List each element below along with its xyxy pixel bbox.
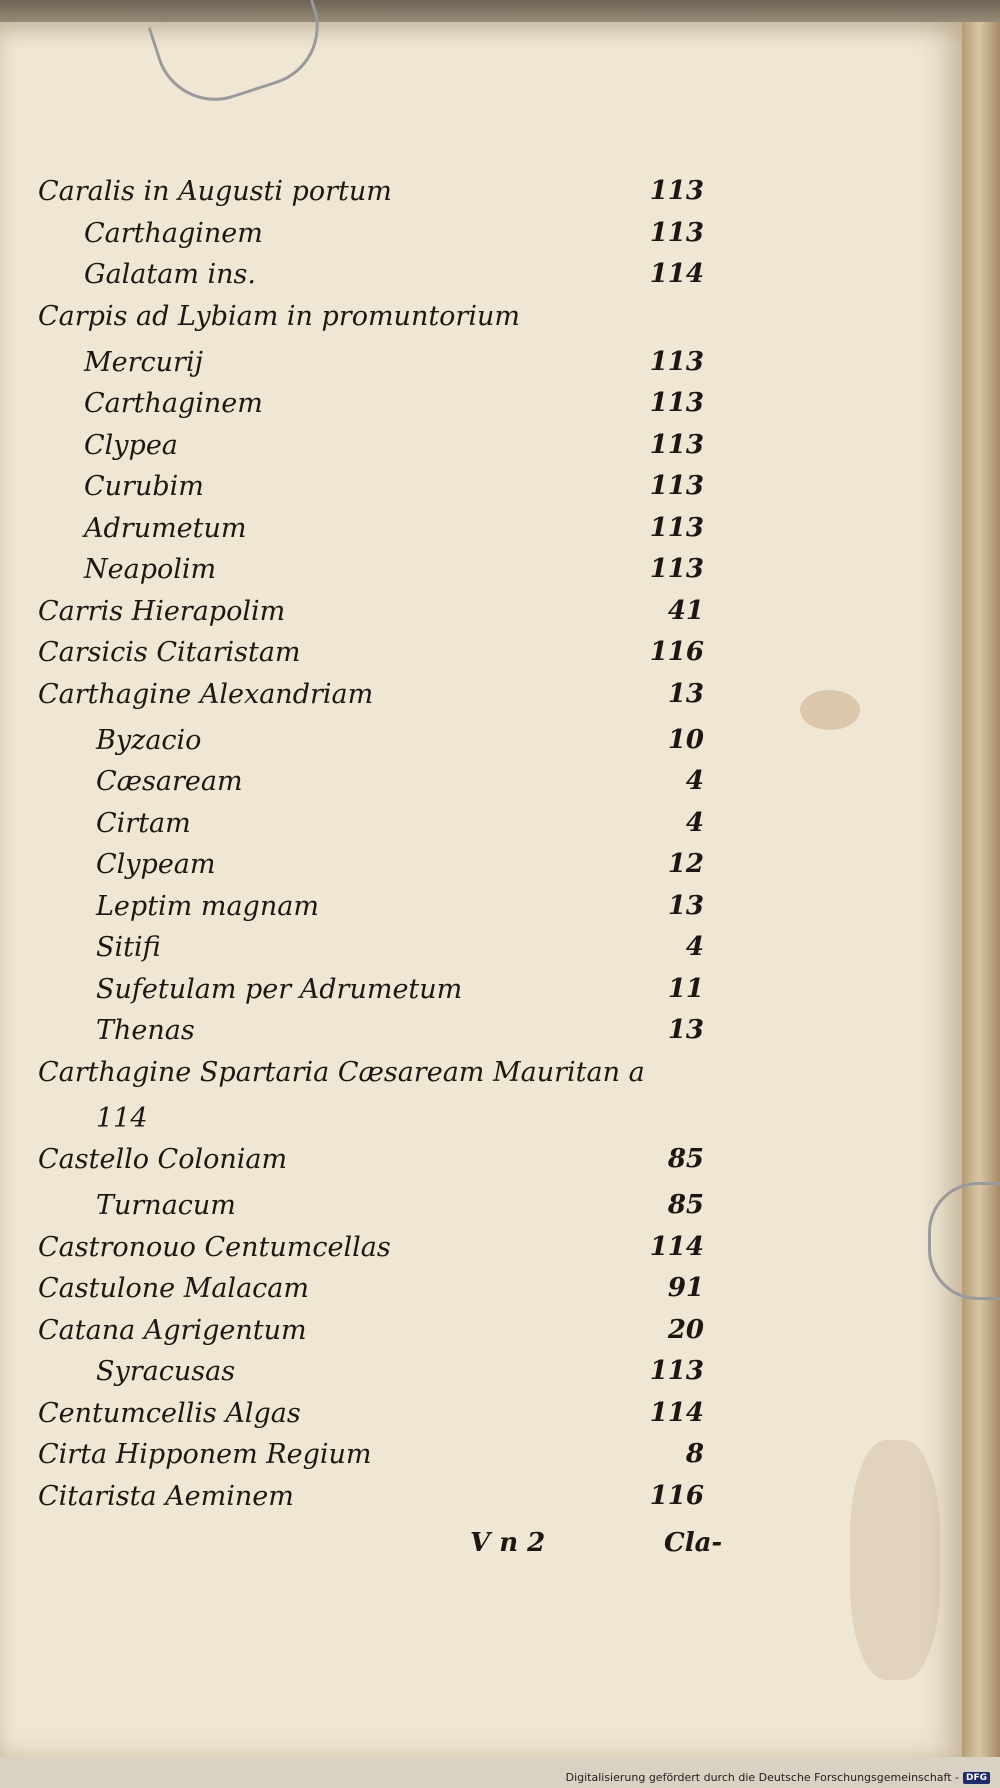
entry-label: Carthagine Spartaria Cæsaream Mauritan a bbox=[38, 1056, 645, 1088]
index-entry bbox=[0, 1481, 962, 1523]
credit-text: Digitalisierung gefördert durch die Deutsche Forschungsgemeinschaft - bbox=[565, 1771, 959, 1784]
index-entry bbox=[0, 1144, 962, 1190]
index-entry bbox=[0, 725, 962, 767]
entry-label: 114 bbox=[96, 1102, 148, 1134]
index-entry bbox=[0, 1103, 962, 1145]
entry-page-number: 41 bbox=[667, 595, 704, 626]
index-entry bbox=[0, 301, 962, 347]
index-entry bbox=[0, 766, 962, 808]
entry-page-number: 13 bbox=[667, 678, 704, 709]
index-list bbox=[0, 176, 962, 1522]
page-footer bbox=[0, 1528, 962, 1568]
entry-page-number: 12 bbox=[667, 849, 704, 879]
entry-label: Caralis in Augusti portum bbox=[38, 176, 392, 207]
entry-label: Carsicis Citaristam bbox=[38, 637, 301, 668]
index-entry bbox=[0, 347, 962, 389]
entry-label: Cæsaream bbox=[96, 766, 243, 797]
entry-page-number: 113 bbox=[649, 512, 704, 543]
page-edge bbox=[962, 22, 1000, 1757]
entry-label: Citarista Aeminem bbox=[38, 1480, 294, 1512]
entry-label: Carthaginem bbox=[84, 217, 263, 249]
index-entry bbox=[0, 1057, 962, 1103]
entry-page-number: 91 bbox=[667, 1273, 704, 1303]
entry-label: Castronouo Centumcellas bbox=[38, 1231, 391, 1263]
index-entry bbox=[0, 1273, 962, 1315]
entry-label: Byzacio bbox=[96, 724, 202, 756]
entry-page-number: 114 bbox=[649, 259, 704, 289]
index-entry bbox=[0, 849, 962, 891]
entry-label: Leptim magnam bbox=[96, 890, 319, 922]
entry-page-number: 113 bbox=[649, 217, 704, 248]
entry-page-number: 113 bbox=[649, 176, 704, 206]
entry-page-number: 114 bbox=[649, 1231, 704, 1262]
entry-label: Curubim bbox=[84, 471, 204, 502]
entry-page-number: 85 bbox=[667, 1190, 704, 1220]
entry-label: Clypea bbox=[84, 429, 178, 461]
index-entry bbox=[0, 259, 962, 301]
entry-label: Syracusas bbox=[96, 1356, 236, 1387]
index-entry bbox=[0, 430, 962, 472]
entry-page-number: 116 bbox=[649, 1480, 704, 1511]
entry-page-number: 11 bbox=[667, 973, 704, 1004]
entry-page-number: 114 bbox=[649, 1397, 704, 1428]
entry-label: Sitifi bbox=[96, 932, 161, 963]
entry-label: Carthaginem bbox=[84, 388, 263, 419]
entry-page-number: 4 bbox=[685, 807, 704, 838]
entry-label: Cirtam bbox=[96, 807, 191, 839]
index-entry bbox=[0, 1356, 962, 1398]
entry-page-number: 13 bbox=[667, 1015, 704, 1045]
index-entry bbox=[0, 554, 962, 596]
entry-page-number: 8 bbox=[685, 1439, 704, 1469]
index-entry bbox=[0, 1315, 962, 1357]
index-entry bbox=[0, 808, 962, 850]
index-entry bbox=[0, 1015, 962, 1057]
index-entry bbox=[0, 176, 962, 218]
index-entry bbox=[0, 679, 962, 725]
digitization-credit bbox=[566, 1771, 990, 1784]
entry-label: Sufetulam per Adrumetum bbox=[96, 973, 463, 1005]
index-entry bbox=[0, 388, 962, 430]
entry-label: Thenas bbox=[96, 1015, 195, 1046]
entry-label: Turnacum bbox=[96, 1190, 236, 1221]
entry-label: Galatam ins. bbox=[84, 259, 256, 290]
index-entry bbox=[0, 471, 962, 513]
entry-label: Carpis ad Lybiam in promuntorium bbox=[38, 300, 520, 332]
entry-page-number: 113 bbox=[649, 429, 704, 460]
entry-label: Castulone Malacam bbox=[38, 1273, 309, 1304]
dfg-logo-icon: DFG bbox=[963, 1772, 990, 1784]
entry-label: Adrumetum bbox=[84, 512, 247, 544]
entry-label: Castello Coloniam bbox=[38, 1144, 288, 1175]
entry-page-number: 113 bbox=[649, 1356, 704, 1386]
index-entry bbox=[0, 513, 962, 555]
entry-label: Clypeam bbox=[96, 849, 216, 880]
entry-label: Carthagine Alexandriam bbox=[38, 678, 374, 710]
entry-page-number: 4 bbox=[685, 932, 704, 962]
index-entry bbox=[0, 218, 962, 260]
catchword: Cla- bbox=[664, 1528, 723, 1558]
entry-page-number: 113 bbox=[649, 471, 704, 501]
entry-label: Cirta Hipponem Regium bbox=[38, 1439, 372, 1470]
entry-page-number: 20 bbox=[667, 1314, 704, 1345]
entry-page-number: 4 bbox=[685, 766, 704, 796]
entry-label: Catana Agrigentum bbox=[38, 1314, 307, 1346]
index-entry bbox=[0, 1439, 962, 1481]
index-entry bbox=[0, 1190, 962, 1232]
entry-page-number: 13 bbox=[667, 890, 704, 921]
index-entry bbox=[0, 1232, 962, 1274]
signature-mark: V n 2 bbox=[470, 1528, 546, 1558]
entry-page-number: 113 bbox=[649, 346, 704, 377]
entry-page-number: 10 bbox=[667, 724, 704, 755]
entry-page-number: 113 bbox=[649, 388, 704, 418]
entry-label: Carris Hierapolim bbox=[38, 595, 286, 627]
entry-page-number: 85 bbox=[667, 1144, 704, 1174]
index-entry bbox=[0, 637, 962, 679]
entry-page-number: 113 bbox=[649, 554, 704, 584]
index-entry bbox=[0, 974, 962, 1016]
index-entry bbox=[0, 891, 962, 933]
entry-label: Centumcellis Algas bbox=[38, 1397, 301, 1429]
index-entry bbox=[0, 596, 962, 638]
index-entry bbox=[0, 932, 962, 974]
entry-label: Mercurij bbox=[84, 346, 203, 378]
entry-label: Neapolim bbox=[84, 554, 217, 585]
entry-page-number: 116 bbox=[649, 637, 704, 667]
index-entry bbox=[0, 1398, 962, 1440]
